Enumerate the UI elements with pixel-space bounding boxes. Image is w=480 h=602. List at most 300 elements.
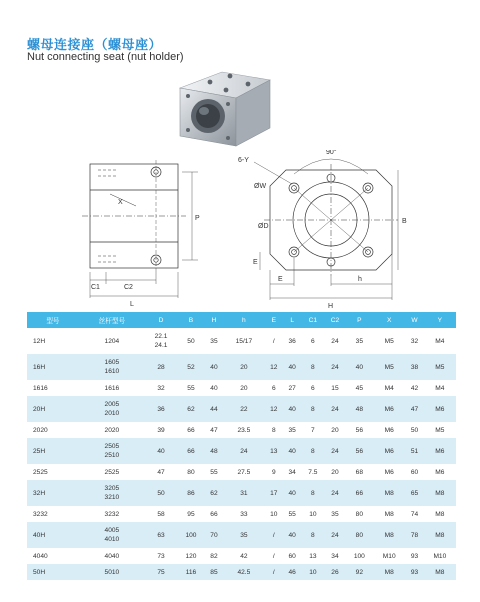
cell-value: 12 [270,363,278,371]
cell-value: 20 [331,426,339,434]
cell-value: 40 [288,447,296,455]
table-cell [301,464,324,480]
table-cell [79,464,145,480]
label-thread: 6-Y [238,157,249,164]
cell-value: 40 [355,363,363,371]
table-cell [283,396,301,422]
table-header-row [27,312,456,328]
cell-value: 35 [355,337,363,345]
table-cell [346,506,374,522]
cell-value: 47 [410,405,419,413]
column-header: P [346,312,374,328]
table-cell [373,522,405,548]
table-cell [324,480,345,506]
column-header: C1 [301,312,324,328]
table-cell [373,548,405,564]
table-cell [223,354,264,380]
table-cell [346,354,374,380]
table-cell [265,464,283,480]
cell-value: 40 [288,531,296,539]
cell-value: 48 [355,405,363,413]
cell-value: 4040 [33,552,48,560]
cell-value: 35 [331,510,339,518]
table-row [27,328,456,354]
table-cell [424,354,456,380]
cell-value: M6 [384,426,394,434]
cell-value: M6 [384,468,394,476]
table-cell [405,522,423,548]
table-cell [301,396,324,422]
cell-value: 35 [240,531,248,539]
cell-value: 6 [271,384,276,392]
cell-value: 62 [187,405,195,413]
cell-value: 2505 [104,443,120,450]
label-b: B [402,218,407,225]
cell-value: 24.1 [154,342,168,349]
cell-value: 27.5 [237,468,251,476]
table-cell [205,506,223,522]
cell-value: 47 [157,468,165,476]
table-cell [223,548,264,564]
cell-value: 42 [410,384,419,392]
table-cell [405,396,423,422]
cell-value: 80 [355,531,363,539]
page-title-cn: 螺母连接座（螺母座） [27,38,163,53]
cell-value: M6 [384,447,394,455]
cell-value: 93 [410,568,419,576]
cell-value: M5 [384,363,394,371]
model-cell [27,480,79,506]
cell-value: 66 [355,489,363,497]
table-cell [324,522,345,548]
table-cell [301,380,324,396]
model-cell [27,464,79,480]
table-cell [265,480,283,506]
table-cell [373,506,405,522]
cell-value: 1204 [104,337,120,345]
table-cell [373,380,405,396]
table-cell [324,396,345,422]
cell-value: 86 [187,489,195,497]
table-cell [177,422,205,438]
cell-value: 24 [331,337,339,345]
model-cell [27,564,79,580]
table-cell [79,328,145,354]
cell-value: 65 [410,489,419,497]
cell-value: 51 [410,447,419,455]
cell-value: 4040 [104,552,120,560]
cell-value: 25H [33,447,46,455]
table-cell [205,522,223,548]
cell-value: 20 [331,468,339,476]
table-cell [405,354,423,380]
table-cell [283,564,301,580]
cell-value: 32 [157,384,165,392]
cell-value: 12H [33,337,46,345]
cell-value: 8 [311,363,315,371]
cell-value: 42.5 [237,568,251,576]
model-cell [27,522,79,548]
table-cell [283,522,301,548]
label-e-vertical: E [253,259,258,266]
cell-value: 40 [210,384,218,392]
cell-value: 73 [157,552,165,560]
table-cell [424,480,456,506]
label-w: ØW [254,183,267,190]
table-cell [283,438,301,464]
cell-value: 31 [240,489,248,497]
table-cell [223,464,264,480]
model-cell [27,548,79,564]
table-cell [405,422,423,438]
cell-value: 40 [288,405,296,413]
cell-value: 2525 [33,468,48,476]
cell-value: M4 [435,384,445,392]
table-cell [265,396,283,422]
cell-value: M6 [435,405,445,413]
technical-drawing [58,150,418,310]
table-cell [145,396,177,422]
table-cell [177,396,205,422]
cell-value: 75 [157,568,165,576]
cell-value: 40 [157,447,165,455]
table-cell [205,480,223,506]
table-cell [223,380,264,396]
table-cell [324,380,345,396]
label-p: P [195,215,200,222]
page-title-en: Nut connecting seat (nut holder) [27,51,184,63]
column-header: 型号 [27,312,79,328]
table-cell [346,564,374,580]
label-c2: C2 [124,284,133,291]
column-header: W [405,312,423,328]
table-row [27,480,456,506]
table-cell [177,506,205,522]
table-cell [373,564,405,580]
cell-value: 60 [410,468,419,476]
cell-value: 10 [309,568,317,576]
cell-value: 9 [271,468,276,476]
table-cell [145,328,177,354]
table-cell [205,380,223,396]
cell-value: 32 [410,337,419,345]
table-cell [145,480,177,506]
table-cell [79,438,145,464]
cell-value: 36 [157,405,165,413]
table-cell [373,328,405,354]
cell-value: 56 [355,426,363,434]
cell-value: 82 [210,552,218,560]
table-row [27,464,456,480]
table-cell [223,396,264,422]
cell-value: 100 [185,531,197,539]
label-e-horizontal: E [278,276,283,283]
table-cell [424,564,456,580]
table-cell [177,438,205,464]
table-row [27,548,456,564]
cell-value: 66 [187,447,195,455]
table-cell [79,422,145,438]
table-cell [424,380,456,396]
cell-value: 24 [331,363,339,371]
cell-value: 3205 [104,485,120,492]
column-header: 丝杆型号 [79,312,145,328]
table-cell [324,464,345,480]
cell-value: 26 [331,568,339,576]
table-cell [346,522,374,548]
cell-value: M10 [382,552,396,560]
table-cell [223,438,264,464]
cell-value: 13 [270,447,278,455]
cell-value: 58 [157,510,165,518]
table-cell [424,396,456,422]
table-cell [205,548,223,564]
cell-value: 24 [240,447,248,455]
cell-value: 10 [270,510,278,518]
cell-value: 55 [187,384,195,392]
cell-value: 20 [240,384,248,392]
cell-value: M8 [435,489,445,497]
cell-value: M4 [384,384,394,392]
cell-value: 5010 [104,568,120,576]
column-header: C2 [324,312,345,328]
cell-value: 93 [410,552,419,560]
cell-value: M6 [435,468,445,476]
side-view [82,160,198,298]
cell-value: 40 [210,363,218,371]
cell-value: M8 [435,510,445,518]
cell-value: 16H [33,363,46,371]
table-cell [265,354,283,380]
cell-value: 2020 [33,426,48,434]
cell-value: M6 [435,447,445,455]
label-angle: 90° [326,150,337,156]
model-cell [27,354,79,380]
product-photo [170,66,282,150]
cell-value: 63 [157,531,165,539]
cell-value: 3232 [33,510,48,518]
label-l: L [130,301,134,308]
label-h: H [328,303,334,310]
table-cell [283,354,301,380]
table-cell [346,380,374,396]
table-cell [405,480,423,506]
cell-value: 50H [33,568,46,576]
column-header: Y [424,312,456,328]
table-cell [177,380,205,396]
table-cell [283,548,301,564]
cell-value: 95 [187,510,195,518]
table-cell [283,422,301,438]
table-cell [205,396,223,422]
table-cell [177,564,205,580]
table-cell [265,548,283,564]
table-cell [145,438,177,464]
cell-value: 24 [331,531,339,539]
cell-value: 2525 [104,468,120,476]
cell-value: 39 [157,426,165,434]
cell-value: 10 [309,510,317,518]
label-d: ØD [258,223,269,230]
cell-value: 8 [311,489,315,497]
table-cell [145,564,177,580]
table-row [27,380,456,396]
cell-value: 2020 [104,426,120,434]
table-cell [145,380,177,396]
table-cell [424,522,456,548]
cell-value: 17 [270,489,278,497]
table-cell [346,422,374,438]
table-cell [424,464,456,480]
table-cell [324,506,345,522]
cell-value: / [272,552,275,560]
cell-value: 7 [311,426,315,434]
table-cell [177,548,205,564]
table-cell [324,564,345,580]
table-cell [145,548,177,564]
label-x: X [118,199,123,206]
table-cell [301,564,324,580]
table-cell [145,506,177,522]
table-row [27,354,456,380]
cell-value: 8 [311,447,315,455]
table-cell [373,422,405,438]
model-cell [27,328,79,354]
cell-value: M4 [435,337,445,345]
table-row [27,438,456,464]
table-cell [265,564,283,580]
cell-value: 80 [187,468,195,476]
table-cell [265,380,283,396]
cell-value: 2510 [104,452,120,459]
table-cell [405,438,423,464]
cell-value: 44 [210,405,218,413]
cell-value: M5 [384,337,394,345]
cell-value: 48 [210,447,218,455]
table-cell [324,354,345,380]
cell-value: 12 [270,405,278,413]
table-cell [79,480,145,506]
cell-value: 7.5 [308,468,318,476]
table-cell [301,354,324,380]
cell-value: 80 [355,510,363,518]
table-cell [223,328,264,354]
cell-value: 4010 [104,536,120,543]
table-cell [223,522,264,548]
column-header: B [177,312,205,328]
table-cell [145,422,177,438]
column-header: h [223,312,264,328]
cell-value: 23.5 [237,426,251,434]
cell-value: 40 [288,363,296,371]
spec-table [27,312,456,580]
cell-value: 42 [240,552,248,560]
table-cell [145,354,177,380]
table-cell [79,564,145,580]
table-cell [346,438,374,464]
table-cell [346,464,374,480]
model-cell [27,506,79,522]
cell-value: 3210 [104,494,120,501]
table-cell [223,506,264,522]
cell-value: 50 [187,337,195,345]
cell-value: 35 [210,337,218,345]
table-cell [424,438,456,464]
column-header: H [205,312,223,328]
cell-value: / [272,568,275,576]
table-cell [223,422,264,438]
table-cell [301,480,324,506]
table-cell [177,480,205,506]
cell-value: M8 [384,531,394,539]
cell-value: 2005 [104,401,120,408]
column-header: E [265,312,283,328]
column-header: D [145,312,177,328]
cell-value: 2010 [104,410,120,417]
cell-value: 38 [410,363,419,371]
table-row [27,564,456,580]
cell-value: 32H [33,489,46,497]
table-cell [405,506,423,522]
cell-value: 66 [187,426,195,434]
table-cell [283,506,301,522]
cell-value: M10 [433,552,447,560]
table-cell [79,522,145,548]
cell-value: 85 [210,568,218,576]
table-cell [301,548,324,564]
table-cell [177,354,205,380]
cell-value: 3232 [104,510,120,518]
table-cell [346,480,374,506]
cell-value: 1605 [104,359,120,366]
cell-value: 62 [210,489,218,497]
cell-value: 20 [240,363,248,371]
label-h-small: h [358,276,362,283]
cell-value: 52 [187,363,195,371]
cell-value: 22.1 [154,333,168,340]
cell-value: 40H [33,531,46,539]
cell-value: 28 [157,363,165,371]
table-cell [205,354,223,380]
table-row [27,396,456,422]
cell-value: 66 [210,510,218,518]
model-cell [27,422,79,438]
table-cell [145,464,177,480]
cell-value: 4005 [104,527,120,534]
cell-value: 100 [353,552,365,560]
cell-value: M8 [384,489,394,497]
cell-value: M8 [435,531,445,539]
table-cell [424,506,456,522]
table-cell [373,438,405,464]
table-cell [373,480,405,506]
table-cell [205,464,223,480]
cell-value: 120 [185,552,197,560]
column-header: L [283,312,301,328]
table-cell [283,464,301,480]
table-cell [79,548,145,564]
cell-value: 24 [331,489,339,497]
cell-value: 24 [331,405,339,413]
cell-value: M8 [384,568,394,576]
cell-value: 74 [410,510,419,518]
cell-value: 45 [355,384,363,392]
table-cell [301,422,324,438]
cell-value: M5 [435,426,445,434]
table-cell [324,438,345,464]
cell-value: 50 [157,489,165,497]
table-cell [223,480,264,506]
